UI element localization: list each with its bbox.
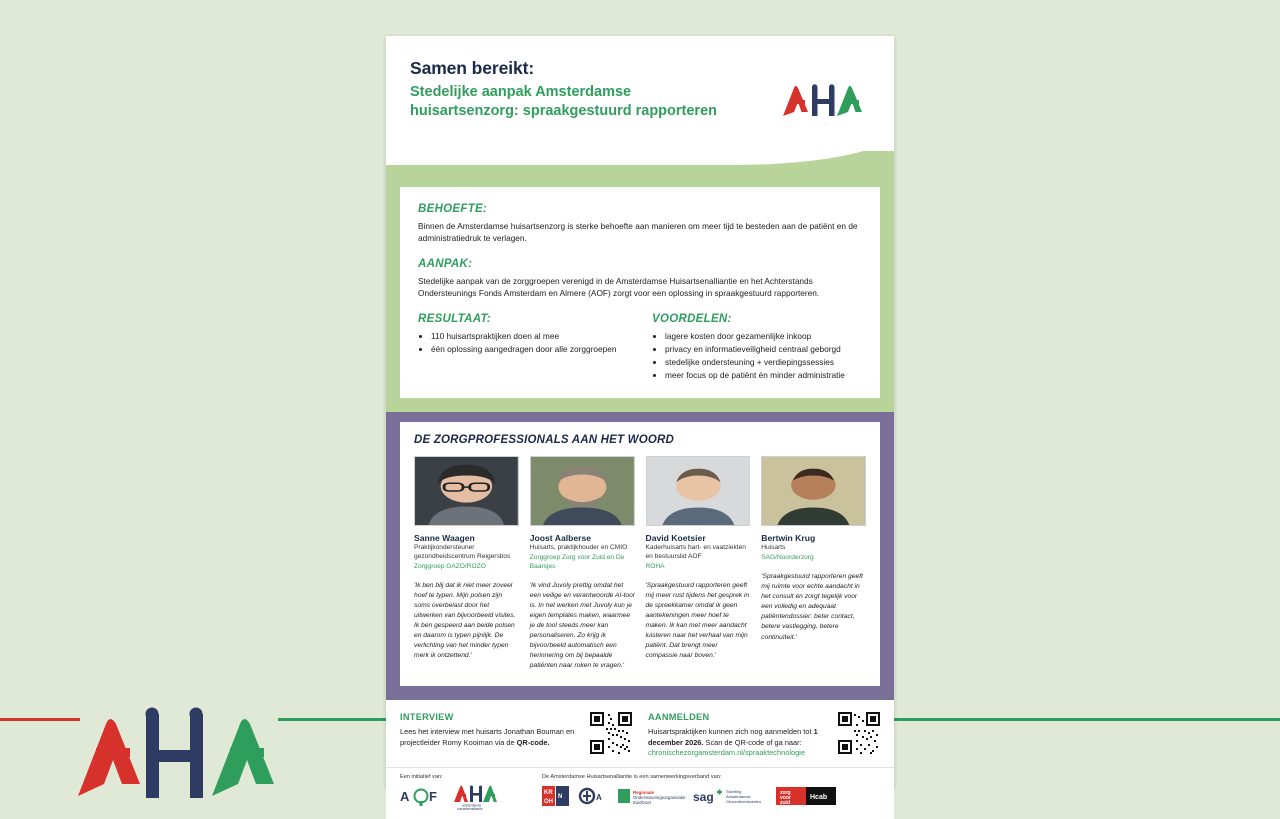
behoefte-heading: BEHOEFTE: (418, 203, 488, 215)
list-item: • meer focus op de patiënt én minder administratie (665, 369, 862, 382)
aanmelden-text-part2: Scan de QR-code of ga naar: (703, 737, 802, 747)
roo-zuidoost-logo (618, 783, 684, 809)
professional-role: Huisarts (761, 544, 786, 552)
professional-name: David Koetsier (645, 533, 706, 544)
resultaat-list (418, 330, 628, 356)
header-green-band (386, 151, 894, 187)
professionals-title: DE ZORGPROFESSIONALS AAN HET WOORD (414, 434, 675, 447)
svg-text:A: A (400, 788, 410, 804)
page-title: Samen bereikt: (410, 58, 535, 78)
svg-text:Gezondheidscentra: Gezondheidscentra (726, 798, 761, 804)
professional-card (761, 456, 866, 671)
interview-text-bold: QR-code. (516, 737, 550, 747)
aof-logo (400, 783, 444, 809)
aanpak-heading: AANPAK: (418, 257, 473, 270)
list-item: • lagere kosten door gezamenlijke inkoop (665, 330, 862, 343)
professional-card (414, 456, 519, 671)
interview-text (400, 726, 582, 748)
aha-footer-logo (453, 783, 499, 809)
aanpak-text: Stedelijke aanpak van de zorggroepen verenigd in de Amsterdamse Huisartsenalliantie en het Achterstands Ondersteunings Fonds Amsterdam en Almere (AOF) zorgt voor een oplossing in spraakgestuurd rapporteren. (418, 275, 820, 299)
avatar (530, 456, 635, 526)
svg-text:A: A (596, 792, 602, 802)
partners-caption: De Amsterdamse Huisartsenalliantie is een samenwerkingsverband van: (542, 773, 722, 780)
svg-text:OH: OH (544, 798, 553, 805)
svg-text:Ondersteuningsorganisatie: Ondersteuningsorganisatie (633, 794, 686, 800)
avatar (646, 456, 751, 526)
professional-org: SAG/Noorderzorg (761, 554, 814, 562)
interview-heading: INTERVIEW (400, 711, 454, 722)
footer-rule-red (0, 718, 80, 721)
roha-logo (579, 783, 609, 809)
svg-text:Hcab: Hcab (810, 793, 828, 801)
svg-text:voor: voor (780, 794, 791, 801)
resultaat-heading: RESULTAAT: (418, 312, 492, 325)
professional-org: Zorggroep GAZO/ROZO (414, 563, 486, 571)
voordelen-column (652, 313, 862, 382)
svg-text:Stichting: Stichting (726, 788, 742, 794)
list-item: • stedelijke ondersteuning + verdiepingssessies (665, 356, 862, 369)
behoefte-text: Binnen de Amsterdamse huisartsenzorg is sterke behoefte aan manieren om meer tijd te besteden aan de patiënt en de administratiedruk te verlagen. (418, 221, 858, 244)
aha-logo-mark (781, 82, 867, 118)
qr-code-aanmelden[interactable] (838, 712, 880, 754)
svg-text:zuid: zuid (780, 799, 790, 806)
svg-text:N: N (558, 793, 563, 800)
interview-block (400, 712, 632, 757)
voordelen-heading: VOORDELEN: (652, 312, 732, 325)
results-benefits-columns (418, 313, 862, 382)
svg-text:zorg: zorg (780, 789, 791, 796)
initiator-logos-block (400, 774, 528, 809)
professionals-card (400, 422, 880, 685)
page-subtitle: Stedelijke aanpak Amsterdamse huisartsenzorg: spraakgestuurd rapporteren (410, 84, 717, 120)
professional-role: Praktijkondersteuner gezondheidscentrum Reigersbos (414, 544, 511, 561)
professional-name: Sanne Waagen (414, 533, 475, 544)
svg-text:Regionale: Regionale (633, 789, 654, 795)
aanmelden-text-part1: Huisartspraktijken kunnen zich nog aanmelden tot (648, 726, 814, 736)
svg-text:ZuidOost: ZuidOost (633, 799, 651, 805)
professional-name: Bertwin Krug (761, 533, 816, 544)
svg-text:Amsterdamse: Amsterdamse (726, 793, 751, 799)
list-item: • één oplossing aangedragen door alle zorggroepen (431, 343, 628, 356)
professional-role: Huisarts, praktijkhouder en CMIO (529, 544, 628, 552)
professionals-list (414, 456, 866, 671)
qr-code-interview[interactable] (590, 712, 632, 754)
partners-footer (386, 767, 894, 819)
aanmelden-text (648, 726, 830, 748)
avatar (761, 456, 866, 526)
svg-text:KR: KR (544, 789, 553, 796)
professionals-band (386, 412, 894, 699)
aanmelden-heading: AANMELDEN (648, 711, 710, 722)
avatar (414, 456, 519, 526)
sag-logo (693, 783, 767, 809)
krohn-logo (542, 783, 570, 809)
resultaat-column (418, 313, 628, 382)
initiator-caption: Een initiatief van: (400, 773, 443, 780)
svg-text:sag: sag (693, 789, 714, 804)
professional-quote: 'Spraakgestuurd rapporteren geeft mij ruimte voor echte aandacht in het consult én zorgt tegelijk voor een volledig en adequaat patiëntendossier: beter contact, betere vastlegging, betere continuïteit.' (761, 573, 863, 641)
professional-org: Zorggroep Zorg voor Zuid en De Baarsjes (529, 554, 625, 571)
info-band (386, 187, 894, 412)
poster-sheet (386, 36, 894, 811)
professional-quote: 'Ik vind Juvoly prettig omdat het een veilige en verantwoorde AI-tool is. In het werken met Juvoly kun je eigen templates maken, waarmee je de tool steeds meer kan personaliseren. Zo krijg ik bijvoorbeeld automatisch een herinnering om bij bepaalde patiënten naar roken te vragen.' (529, 582, 635, 670)
partner-logos-block (542, 774, 880, 809)
professional-quote: 'Ik ben blij dat ik niet meer zoveel hoef te typen. Mijn polsen zijn soms overbelast door het uitwerken van bijvoorbeeld visites. Ik ben gespeerd aan beide polsen en daarom is typen pijnlijk. De verlichting van het minder typen merk ik ontzettend.' (414, 582, 516, 660)
professional-card (646, 456, 751, 671)
svg-text:F: F (429, 788, 437, 804)
professional-role: Kaderhuisarts hart- en vaatziekten en bestuurslid AOF (645, 544, 746, 561)
aanmelden-block (648, 712, 880, 757)
list-item: • 110 huisartspraktijken doen al mee (431, 330, 628, 343)
professional-org: ROHA (645, 563, 665, 571)
professional-card (530, 456, 635, 671)
svg-text:huisartsenalliantie: huisartsenalliantie (457, 806, 483, 811)
aanmelden-link[interactable]: chronischezorgamsterdam.nl/spraaktechnologie (648, 747, 805, 757)
aanmelden-deadline: 1 december 2026. (648, 726, 818, 747)
interview-text-part1: Lees het interview met huisarts Jonathan Bouman en projectleider Romy Kooiman via de (400, 726, 575, 747)
zorg-voor-zuid-hcab-logo (776, 783, 836, 809)
svg-text:amsterdamse: amsterdamse (462, 803, 482, 808)
list-item: • privacy en informatieveiligheid centraal geborgd (665, 343, 862, 356)
voordelen-list (652, 330, 862, 382)
professional-name: Joost Aalberse (529, 533, 592, 544)
cta-strip (386, 700, 894, 767)
professional-quote: 'Spraakgestuurd rapporteren geeft mij meer rust tijdens het gesprek in de spreekkamer omdat ik geen aantekeningen meer hoef te maken. Ik kan met meer aandacht luisteren naar het verhaal van mijn patiënt. Dat brengt meer compassie naar boven.' (645, 582, 750, 660)
info-card (400, 187, 880, 398)
